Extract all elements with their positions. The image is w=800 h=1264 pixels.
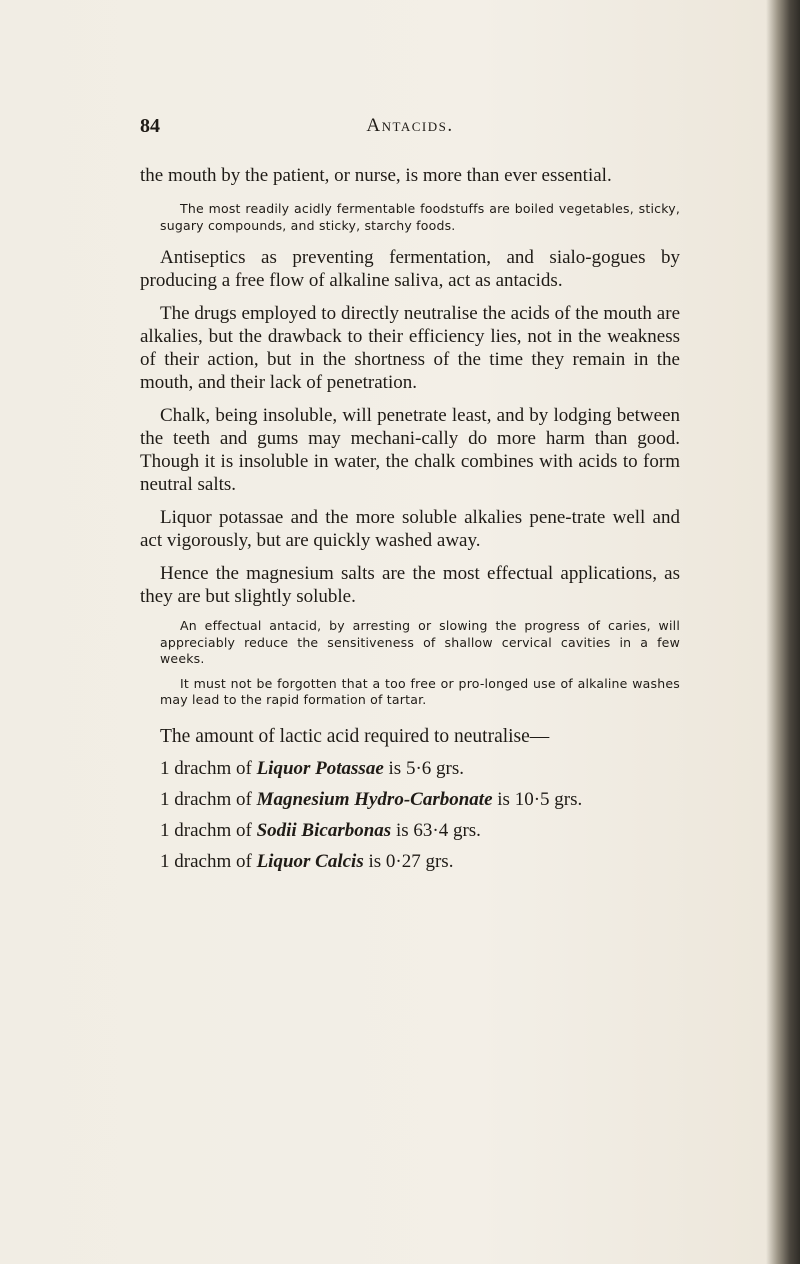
table-row <box>140 851 680 873</box>
running-head: Antacids. <box>366 115 454 136</box>
row-value: is 63·4 grs. <box>391 819 481 841</box>
row-prefix: 1 drachm of <box>160 850 257 872</box>
row-value: is 10·5 grs. <box>492 788 583 810</box>
table-row <box>140 789 680 811</box>
table-intro: The amount of lactic acid required to neutralise— <box>160 725 550 747</box>
row-prefix: 1 drachm of <box>160 819 257 841</box>
row-value: is 0·27 grs. <box>363 850 454 872</box>
page-header <box>140 115 680 143</box>
paragraph: Liquor potassae and the more soluble alkalies pene-trate well and act vigorously, but are quickly washed away. <box>140 507 680 551</box>
row-value: is 5·6 grs. <box>383 757 464 779</box>
paragraph: Antiseptics as preventing fermentation, and sialo-gogues by producing a free flow of alkaline saliva, act as antacids. <box>140 247 680 291</box>
small-print-note: An effectual antacid, by arresting or slowing the progress of caries, will appreciably reduce the sensitiveness of shallow cervical cavities in a few weeks. <box>160 618 680 666</box>
table-row <box>140 758 680 780</box>
drug-name: Magnesium Hydro-Carbonate <box>256 788 493 810</box>
table-row <box>140 820 680 842</box>
small-print-note: It must not be forgotten that a too free or pro-longed use of alkaline washes may lead to the rapid formation of tartar. <box>160 675 680 707</box>
paragraph: Chalk, being insoluble, will penetrate least, and by lodging between the teeth and gums may mechani-cally do more harm than good. Though it is insoluble in water, the chalk combines with acids to form neutral salts. <box>140 405 680 495</box>
neutralisation-table <box>140 758 680 873</box>
row-prefix: 1 drachm of <box>160 788 257 810</box>
paragraph: The drugs employed to directly neutralise the acids of the mouth are alkalies, but the drawback to their efficiency lies, not in the weakness of their action, but in the shortness of the time they remain in the mouth, and their lack of penetration. <box>140 303 680 393</box>
paragraph: Hence the magnesium salts are the most effectual applications, as they are but slightly soluble. <box>140 563 680 607</box>
row-prefix: 1 drachm of <box>160 757 257 779</box>
drug-name: Liquor Calcis <box>256 850 364 872</box>
drug-name: Liquor Potassae <box>256 757 384 779</box>
page-edge-shadow <box>766 0 800 1264</box>
page-body <box>140 164 680 882</box>
paragraph: the mouth by the patient, or nurse, is more than ever essential. <box>140 165 612 186</box>
drug-name: Sodii Bicarbonas <box>256 819 392 841</box>
page-number: 84 <box>140 115 160 137</box>
small-print-note: The most readily acidly fermentable foodstuffs are boiled vegetables, sticky, sugary compounds, and sticky, starchy foods. <box>160 201 680 233</box>
